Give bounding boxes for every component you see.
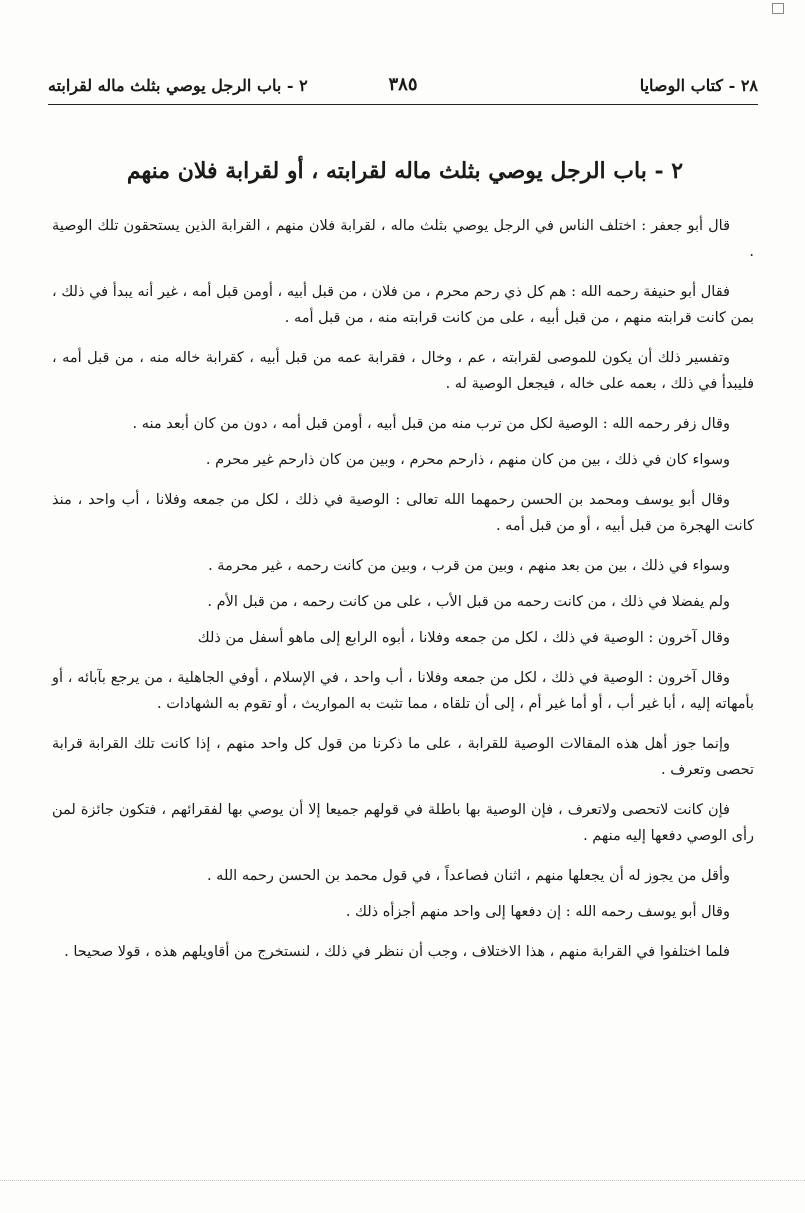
paragraph-14: وقال أبو يوسف رحمه الله : إن دفعها إلى واحد منهم أجزأه ذلك . xyxy=(345,904,730,920)
paragraph-15: فلما اختلفوا في القرابة منهم ، هذا الاختلاف ، وجب أن ننظر في ذلك ، لنستخرج من أقاويلهم هذه ، قولا صحيحا . xyxy=(64,944,730,960)
paragraph-13: وأقل من يجوز له أن يجعلها منهم ، اثنان فصاعداً ، في قول محمد بن الحسن رحمه الله . xyxy=(206,868,730,884)
paragraph-9: وقال آخرون : الوصية في ذلك ، لكل من جمعه وفلانا ، أبوه الرابع إلى ماهو أسفل من ذلك xyxy=(197,630,730,646)
paragraph-7: وسواء في ذلك ، بين من بعد منهم ، وبين من قرب ، وبين من كانت رحمه ، غير محرمة . xyxy=(208,558,730,574)
chapter-title: ٢ - باب الرجل يوصي بثلث ماله لقرابته ، أو لقرابة فلان منهم xyxy=(126,158,684,184)
paragraph-1: قال أبو جعفر : اختلف الناس في الرجل يوصي بثلث ماله ، لقرابة فلان منهم ، القرابة الذين يستحقون تلك الوصية . xyxy=(52,218,754,260)
running-head xyxy=(48,74,758,102)
scan-edge-line xyxy=(0,1180,805,1181)
paragraph-11: وإنما جوز أهل هذه المقالات الوصية للقرابة ، على ما ذكرنا من قول كل واحد منهم ، إذا كانت تلك القرابة قرابة تحصى وتعرف . xyxy=(52,736,754,778)
paragraph-12: فإن كانت لاتحصى ولاتعرف ، فإن الوصية بها باطلة في قولهم جميعا إلا أن يوصي بها لفقرائهم ، فتكون جائزة لمن رأى الوصي دفعها إليه منهم . xyxy=(52,802,754,844)
paragraph-4: وقال زفر رحمه الله : الوصية لكل من ترب منه من قبل أبيه ، أومن قبل أمه ، دون من كان أبعد منه . xyxy=(132,416,730,432)
corner-mark xyxy=(772,3,784,14)
paragraph-8: ولم يفضلا في ذلك ، من كانت رحمه من قبل الأب ، على من كانت رحمه ، من قبل الأم . xyxy=(207,594,730,610)
page-number: ٣٨٥ xyxy=(388,74,418,95)
paragraph-6: وقال أبو يوسف ومحمد بن الحسن رحمهما الله تعالى : الوصية في ذلك ، لكل من جمعه وفلانا ، أب واحد ، منذ كانت الهجرة من قبل أبيه ، أو من قبل أمه . xyxy=(52,492,754,534)
paragraph-10: وقال آخرون : الوصية في ذلك ، لكل من جمعه وفلانا ، أب واحد ، في الإسلام ، أوفي الجاهلية ، من يرجع بآبائه ، أو بأمهاته إليه ، أبا غير أب ، أو أما غير أم ، إلى أن تلقاه ، مما تثبت به المواريث ، أو تقوم به الشهادات . xyxy=(52,670,754,712)
paragraph-3: وتفسير ذلك أن يكون للموصى لقرابته ، عم ، وخال ، فقرابة عمه من قبل أبيه ، كقرابة خاله منه ، من قبل أمه ، فليبدأ في ذلك ، بعمه على خاله ، فيجعل الوصية له . xyxy=(52,350,754,392)
running-head-chapter-title: ٢ - باب الرجل يوصي بثلث ماله لقرابته xyxy=(48,76,308,95)
paragraph-2: فقال أبو حنيفة رحمه الله : هم كل ذي رحم محرم ، من فلان ، من قبل أبيه ، أومن قبل أمه ، غير أنه يبدأ في ذلك ، بمن كانت قرابته منهم ، من قبل أبيه ، على من كانت قرابته منه ، من قبل أمه . xyxy=(52,284,754,326)
running-head-book-title: ٢٨ - كتاب الوصايا xyxy=(639,76,758,95)
paragraph-5: وسواء كان في ذلك ، بين من كان منهم ، ذارحم محرم ، وبين من كان ذارحم غير محرم . xyxy=(205,452,730,468)
body-text xyxy=(52,213,754,979)
header-rule xyxy=(48,104,758,105)
